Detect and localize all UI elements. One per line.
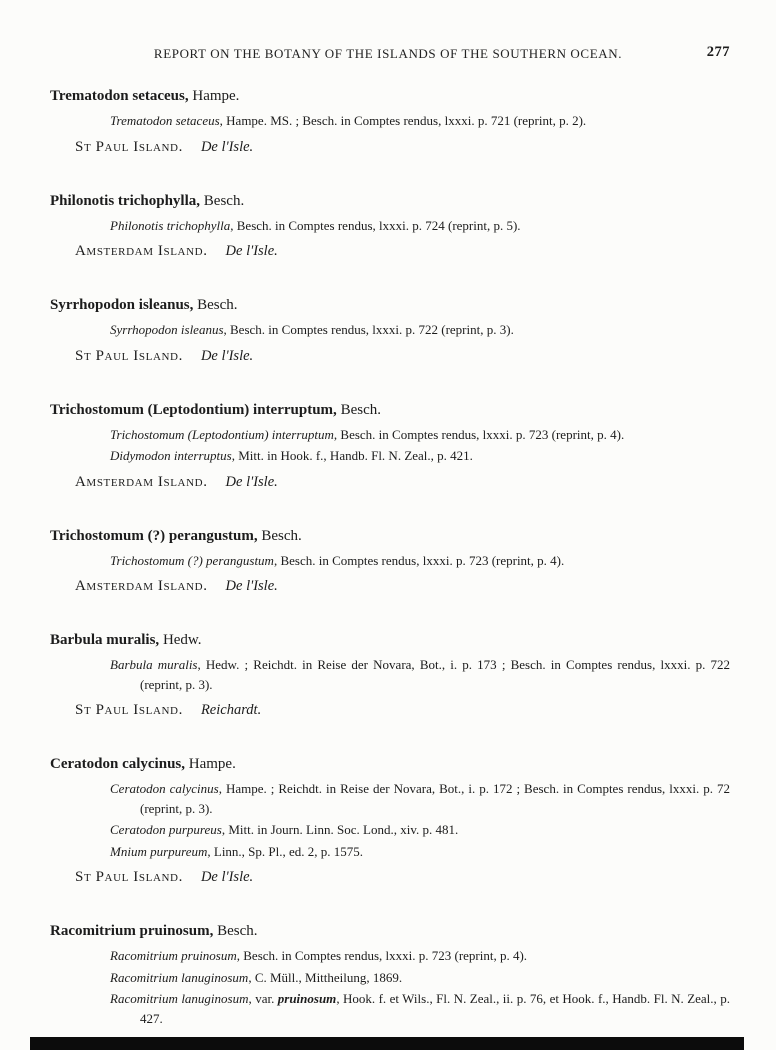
synonym-line [0,946,730,966]
synonym-line [0,320,730,340]
locality-line [75,867,730,887]
species-name: Syrrhopodon isleanus, [50,297,194,313]
synonym-name: Mnium purpureum [110,843,208,859]
species-entry [0,526,776,597]
species-heading [50,191,730,211]
synonym-name: Barbula muralis [110,657,198,672]
species-entry [0,630,776,720]
scan-edge-artifact [30,1037,744,1050]
species-heading [50,526,730,546]
species-heading [50,86,730,106]
synonym-name: Racomitrium lanuginosum [110,969,249,985]
species-entry [0,754,776,887]
species-author: Besch. [197,297,238,313]
collector: De l'Isle. [200,869,254,885]
species-name: Trichostomum (?) perangustum, [50,527,258,544]
synonym-name: Didymodon interruptus [110,448,232,463]
synonym-line [0,842,730,862]
locality-line [75,576,730,596]
synonym-citation: , Mitt. in Hook. f., Handb. Fl. N. Zeal., p. 421. [231,448,473,463]
collector: De l'Isle. [225,578,278,594]
species-entry [0,921,776,1050]
synonym-line [0,425,730,445]
species-entry [0,400,776,492]
synonym-line [0,989,730,1028]
collector: De l'Isle. [225,243,278,259]
species-heading [50,400,730,420]
synonym-line [0,446,730,466]
synonym-line [0,968,730,988]
species-author: Besch. [217,923,258,939]
species-author: Hampe. [188,756,236,772]
synonym-citation-mid: , var. [248,991,278,1006]
species-entry [0,191,776,262]
synonym-citation: , Hook. f. et Wils., Fl. N. Zeal., ii. p. 76, et Hook. f., Handb. Fl. N. Zeal., p. 427. [140,991,730,1026]
collector: De l'Isle. [225,473,278,490]
synonym-citation: , Mitt. in Journ. Linn. Soc. Lond., xiv. p. 481. [221,822,459,837]
synonym-line [0,111,730,131]
synonym-line [0,655,730,694]
locality: Amsterdam Island. [75,473,208,490]
locality-line [75,472,730,492]
locality-line [75,346,730,366]
species-author: Besch. [203,192,245,209]
species-name: Trichostomum (Leptodontium) interruptum, [50,401,337,418]
synonym-line [0,551,730,571]
synonym-name: Syrrhopodon isleanus [110,322,224,337]
collector: Reichardt. [200,702,262,718]
synonym-line [0,216,730,236]
species-heading [50,630,730,650]
synonym-citation: , Linn., Sp. Pl., ed. 2, p. 1575. [207,843,364,859]
species-heading [50,921,730,941]
species-entry [0,295,776,366]
synonym-name: Philonotis trichophylla [110,217,231,233]
synonym-citation: , Hedw. ; Reichdt. in Reise der Novara, Bot., i. p. 173 ; Besch. in Comptes rendus, lxxxi. p. 722 (reprint, p. 3). [140,657,731,692]
locality-line [75,700,730,720]
synonym-citation: , Besch. in Comptes rendus, lxxxi. p. 723 (reprint, p. 4). [236,948,528,963]
locality: Amsterdam Island. [75,243,208,259]
synonym-name: Trichostomum (Leptodontium) interruptum [110,426,334,442]
species-name: Barbula muralis, [50,632,160,648]
synonym-citation: , C. Müll., Mittheilung, 1869. [248,969,403,985]
page-header [0,0,776,62]
synonym-citation: , Besch. in Comptes rendus, lxxxi. p. 724 (reprint, p. 5). [230,217,521,233]
locality: Amsterdam Island. [75,578,208,594]
species-name: Trematodon setaceus, [50,88,189,104]
species-name: Ceratodon calycinus, [50,756,185,772]
synonym-citation: , Besch. in Comptes rendus, lxxxi. p. 723 (reprint, p. 4). [333,426,625,442]
collector: De l'Isle. [200,138,254,155]
locality: St Paul Island. [75,702,183,718]
synonym-citation: , Besch. in Comptes rendus, lxxxi. p. 723 (reprint, p. 4). [273,552,565,568]
locality: St Paul Island. [75,869,183,885]
species-entry [0,86,776,157]
locality-line [75,137,730,157]
synonym-name: Ceratodon calycinus [110,781,219,796]
running-header: REPORT ON THE BOTANY OF THE ISLANDS OF THE SOUTHERN OCEAN. [153,46,623,61]
locality: St Paul Island. [75,347,183,364]
locality-line [75,241,730,261]
page-number: 277 [706,44,730,60]
species-author: Besch. [340,401,381,418]
synonym-line [0,820,730,840]
collector: De l'Isle. [200,347,254,364]
synonym-name: Ceratodon purpureus [110,822,222,837]
synonym-citation: , Hampe. MS. ; Besch. in Comptes rendus, lxxxi. p. 721 (reprint, p. 2). [219,113,587,128]
species-heading [50,754,730,774]
synonym-variety-name: pruinosum [277,991,337,1006]
species-author: Hedw. [162,632,202,648]
locality: St Paul Island. [75,138,183,155]
species-name: Philonotis trichophylla, [50,192,201,209]
synonym-citation: , Besch. in Comptes rendus, lxxxi. p. 722 (reprint, p. 3). [223,322,514,337]
synonym-line [0,779,730,818]
species-heading [50,295,730,315]
synonym-name: Trematodon setaceus [110,113,220,128]
synonym-name: Racomitrium pruinosum [110,948,237,963]
species-name: Racomitrium pruinosum, [50,923,214,939]
synonym-citation: , Hampe. ; Reichdt. in Reise der Novara, Bot., i. p. 172 ; Besch. in Comptes rendus, lxxxi. p. 72 (reprint, p. 3). [140,781,730,816]
synonym-name: Racomitrium lanuginosum [110,991,249,1006]
synonym-name: Trichostomum (?) perangustum [110,552,274,568]
species-author: Besch. [261,527,302,544]
species-author: Hampe. [192,88,240,104]
